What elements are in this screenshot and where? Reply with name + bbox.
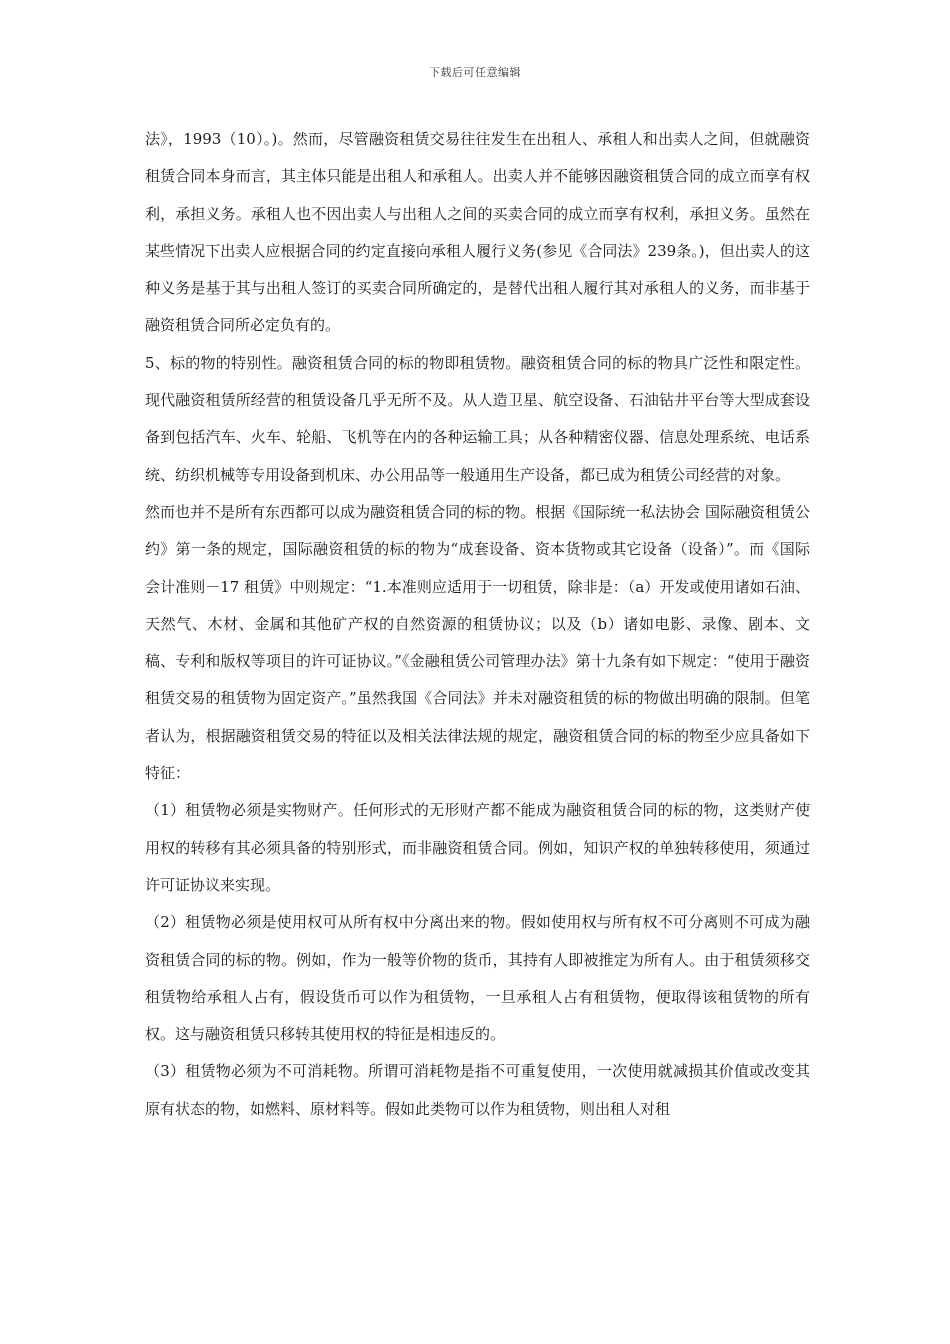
paragraph-subject-parties: 法》，1993（10）。)。然而，尽管融资租赁交易往往发生在出租人、承租人和出卖人之间，但就融资租赁合同本身而言，其主体只能是出租人和承租人。出卖人并不能够因融资租赁合同的成立而享有权利，承担义务。承租人也不因出卖人与出租人之间的买卖合同的成立而享有权利，承担义务。虽然在某些情况下出卖人应根据合同的约定直接向承租人履行义务(参见《合同法》239条。)，但出卖人的这种义务是基于其与出租人签订的买卖合同所确定的，是替代出租人履行其对承租人的义务，而非基于融资租赁合同所必定负有的。 <box>145 130 810 335</box>
document-body <box>145 121 810 1128</box>
paragraph-item-2-separable: （2）租赁物必须是使用权可从所有权中分离出来的物。假如使用权与所有权不可分离则不可成为融资租赁合同的标的物。例如，作为一般等价物的货币，其持有人即被推定为所有人。由于租赁须移交租赁物给承租人占有，假设货币可以作为租赁物，一旦承租人占有租赁物，便取得该租赁物的所有权。这与融资租赁只移转其使用权的特征是相违反的。 <box>145 913 810 1044</box>
page-header: 下载后可任意编辑 <box>429 66 521 79</box>
paragraph-subject-matter: 5、标的物的特别性。融资租赁合同的标的物即租赁物。融资租赁合同的标的物具广泛性和限定性。现代融资租赁所经营的租赁设备几乎无所不及。从人造卫星、航空设备、石油钻井平台等大型成套设备到包括汽车、火车、轮船、飞机等在内的各种运输工具；从各种精密仪器、信息处理系统、电话系统、纺织机械等专用设备到机床、办公用品等一般通用生产设备，都已成为租赁公司经营的对象。 <box>145 353 810 484</box>
paragraph-item-3-non-consumable: （3）租赁物必须为不可消耗物。所谓可消耗物是指不可重复使用，一次使用就减损其价值或改变其原有状态的物，如燃料、原材料等。假如此类物可以作为租赁物，则出租人对租 <box>145 1062 810 1118</box>
paragraph-restrictions: 然而也并不是所有东西都可以成为融资租赁合同的标的物。根据《国际统一私法协会 国际融资租赁公约》第一条的规定，国际融资租赁的标的物为“成套设备、资本货物或其它设备（设备）”。而《国际会计准则－17 租赁》中则规定：“1.本准则应适用于一切租赁，除非是：（a）开发或使用诸如石油、天然气、木材、金属和其他矿产权的自然资源的租赁协议；以及（b）诸如电影、录像、剧本、文稿、专利和版权等项目的许可证协议。”《金融租赁公司管理办法》第十九条有如下规定：“使用于融资租赁交易的租赁物为固定资产。”虽然我国《合同法》并未对融资租赁的标的物做出明确的限制。但笔者认为，根据融资租赁交易的特征以及相关法律法规的规定，融资租赁合同的标的物至少应具备如下特征： <box>145 502 810 783</box>
paragraph-item-1-tangible: （1）租赁物必须是实物财产。任何形式的无形财产都不能成为融资租赁合同的标的物，这类财产使用权的转移有其必须具备的特别形式，而非融资租赁合同。例如，知识产权的单独转移使用，须通过许可证协议来实现。 <box>145 801 810 894</box>
